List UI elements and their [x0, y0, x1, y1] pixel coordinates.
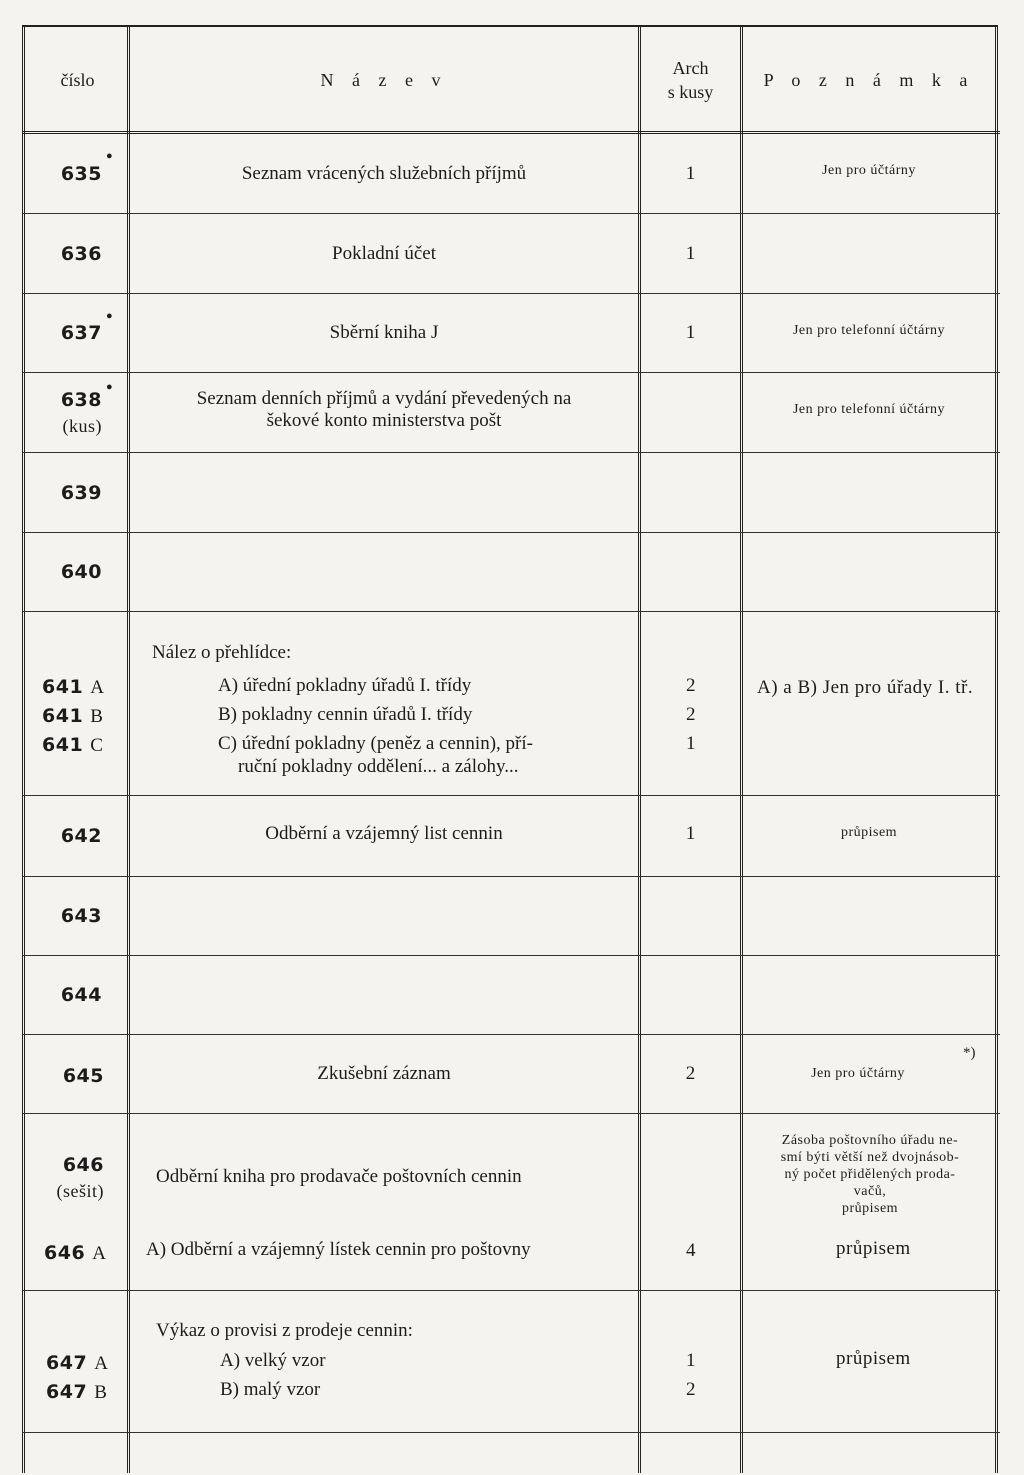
footnote-mark: *) — [963, 1045, 976, 1061]
row-name: A) Odběrní a vzájemný lístek cennin pro poštovny — [146, 1239, 531, 1260]
row-name: Odběrní a vzájemný list cennin — [265, 823, 503, 844]
row-quantity: 1 — [685, 823, 696, 844]
row-name: Odběrní kniha pro prodavače poštovních cennin — [156, 1166, 522, 1187]
row-name: A) velký vzor — [220, 1350, 326, 1371]
row-number: 641 C — [42, 734, 104, 756]
row-name: B) malý vzor — [220, 1379, 321, 1400]
header-quantity-line1: Arch — [672, 58, 709, 78]
row-number: 642 — [60, 825, 102, 847]
row-name: Sběrní kniha J — [329, 322, 439, 343]
bullet-mark-icon: ● — [106, 310, 113, 322]
row-note: průpisem — [840, 824, 898, 840]
row-number-block — [30, 1150, 104, 1206]
row-divider — [22, 1432, 1000, 1433]
bullet-mark-icon: ● — [106, 150, 113, 162]
row-name-line: Seznam denních příjmů a vydání převedených na — [196, 388, 572, 409]
row-divider — [22, 532, 1000, 533]
header-quantity — [641, 30, 740, 130]
row-divider — [22, 452, 1000, 453]
row-note: Jen pro účtárny — [822, 162, 916, 178]
row-number: 641 A — [42, 676, 105, 698]
row-number: 637 — [60, 322, 102, 344]
group-heading: Výkaz o provisi z prodeje cennin: — [156, 1320, 413, 1341]
row-number: 646 A — [44, 1242, 107, 1264]
row-number: 646 — [62, 1154, 104, 1176]
header-number: číslo — [60, 69, 95, 90]
row-quantity: 1 — [686, 733, 696, 754]
row-name: Zkušební záznam — [317, 1063, 451, 1084]
row-quantity: 1 — [685, 322, 696, 343]
row-number: 635 — [60, 162, 102, 185]
row-divider — [22, 1113, 1000, 1114]
row-number: 639 — [60, 481, 102, 504]
row-name-line: šekové konto ministerstva pošt — [266, 410, 502, 431]
row-divider — [22, 611, 1000, 612]
row-number: 640 — [60, 561, 102, 583]
row-quantity: 2 — [686, 1379, 696, 1400]
row-quantity: 2 — [685, 1063, 696, 1084]
header-quantity-line2: s kusy — [667, 82, 714, 102]
row-note: průpisem — [836, 1348, 911, 1369]
column-divider — [740, 25, 743, 1473]
row-quantity: 1 — [685, 162, 696, 184]
row-number: 645 — [62, 1065, 104, 1087]
row-name: Pokladní účet — [332, 242, 436, 264]
row-name: C) úřední pokladny (peněz a cennin), pří- — [218, 733, 533, 754]
row-number: 638 — [60, 388, 102, 411]
header-name: N á z e v — [320, 69, 448, 90]
row-number: 636 — [60, 242, 102, 265]
row-quantity: 2 — [686, 675, 696, 696]
header-note: P o z n á m k a — [763, 69, 975, 90]
row-quantity: 1 — [686, 1350, 696, 1371]
row-note: Jen pro telefonní účtárny — [792, 322, 946, 338]
row-name — [130, 373, 638, 447]
row-number: 647 A — [46, 1352, 109, 1374]
row-note: A) a B) Jen pro úřady I. tř. — [757, 677, 974, 698]
row-name: A) úřední pokladny úřadů I. třídy — [218, 675, 472, 696]
bullet-mark-icon: ● — [106, 381, 113, 393]
row-divider — [22, 1290, 1000, 1291]
row-number-block — [30, 373, 102, 452]
row-number: 647 B — [46, 1381, 108, 1403]
row-quantity: 2 — [686, 704, 696, 725]
row-number: 641 B — [42, 705, 104, 727]
row-unit: (kus) — [62, 415, 102, 436]
row-note: Jen pro telefonní účtárny — [792, 401, 946, 417]
row-note: průpisem — [836, 1238, 911, 1259]
group-heading: Nález o přehlídce: — [152, 642, 292, 663]
table-border-left — [22, 25, 25, 1473]
row-divider — [22, 876, 1000, 877]
row-quantity: 1 — [685, 242, 696, 264]
row-name-continuation: ruční pokladny oddělení... a zálohy... — [238, 756, 519, 777]
row-note: Zásoba poštovního úřadu ne- smí býti větší než dvojnásob- ný počet přidělených proda- vačů, průpisem — [780, 1133, 960, 1216]
row-divider — [22, 955, 1000, 956]
row-name: B) pokladny cennin úřadů I. třídy — [218, 704, 473, 725]
row-unit: (sešit) — [56, 1181, 104, 1201]
row-note: Jen pro účtárny — [811, 1065, 905, 1081]
row-number: 644 — [60, 984, 102, 1006]
row-name: Seznam vrácených služebních příjmů — [241, 162, 527, 184]
row-number: 643 — [60, 905, 102, 927]
row-quantity: 4 — [686, 1240, 696, 1261]
table-border-right — [995, 25, 998, 1473]
